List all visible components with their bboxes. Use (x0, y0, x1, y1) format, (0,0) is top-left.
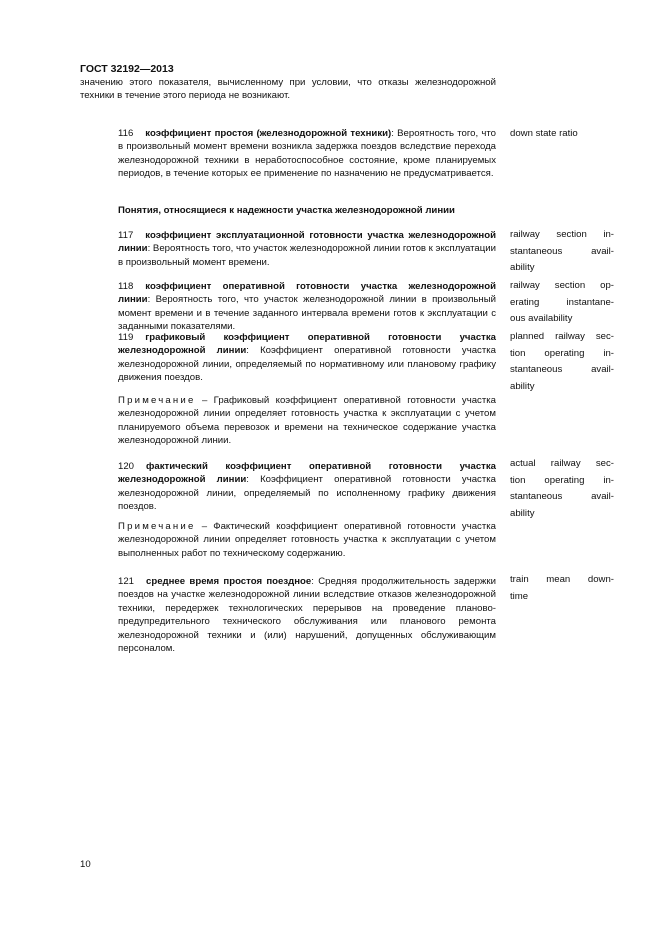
term-entry-119 (80, 331, 496, 385)
term-note-120 (80, 520, 496, 560)
english-line: tion operating in- (510, 474, 614, 486)
term-title: коэффициент оперативной готовности участка железнодорожной линии (118, 281, 496, 306)
term-number: 117 (118, 230, 134, 241)
term-note-119 (80, 394, 496, 448)
english-line: time (510, 590, 529, 602)
term-english-120 (510, 456, 614, 522)
english-line: ability (510, 380, 535, 392)
english-line: actual railway sec- (510, 458, 614, 469)
note-text: – Графиковый коэффициент оперативной готовности участка железнодорожной линии определяет готовность участка к эксплуатации с учетом планируемого объема перевозок и времени на техническое содержание участка железнодорожной линии. (118, 395, 496, 447)
english-line: ous availability (510, 313, 573, 324)
term-definition: : Средняя продолжительность задержки поездов на участке железнодорожной линии вследствие отказов железнодорожной техники, передержек технологических перерывов на проведение планово-предупредительного технического обслуживания или планового ремонта железнодорожной техники и (или) нарушений, допущенных обслуживающим персоналом. (118, 576, 496, 655)
document-header: ГОСТ 32192—2013 (80, 63, 174, 75)
term-definition: : Вероятность того, что участок железнодорожной линии готов к эксплуатации в произвольный момент времени. (118, 243, 496, 268)
term-english-117 (510, 227, 614, 277)
english-line: stantaneous avail- (510, 245, 614, 257)
english-line: tion operating in- (510, 347, 614, 359)
english-line: train mean down- (510, 574, 614, 585)
term-definition: : Коэффициент оперативной готовности участка железнодорожной линии, определяемый по исполненному графику движения поездов. (118, 474, 496, 513)
english-line: railway section op- (510, 280, 614, 291)
term-number: 120 (118, 461, 135, 472)
intro-paragraph: значению этого показателя, вычисленному при условии, что отказы железнодорожной техники в течение этого периода не возникают. (80, 77, 496, 102)
english-line: stantaneous avail- (510, 491, 614, 502)
term-title: графиковый коэффициент оперативной готовности участка железнодорожной линии (118, 332, 496, 357)
term-english-118 (510, 278, 614, 328)
english-line: railway section in- (510, 229, 614, 240)
term-title: коэффициент простоя (железнодорожной техники) (145, 128, 392, 139)
page-number: 10 (80, 859, 91, 870)
note-label: Примечание (118, 521, 196, 532)
note-text: – Фактический коэффициент оперативной готовности участка железнодорожной линии определяет готовность участка к эксплуатации с учетом выполненных работ по техническому содержанию. (118, 521, 496, 559)
term-english-116 (510, 127, 614, 140)
term-definition: : Вероятность того, что в произвольный момент времени возникла задержка поездов вследствие перехода железнодорожной техники в неработоспособное состояние, кроме планируемых периодов, в течение которых ее применение по назначению не предусматривается. (118, 128, 496, 180)
term-english-119 (510, 329, 614, 395)
term-number: 118 (118, 281, 134, 292)
term-number: 121 (118, 576, 135, 587)
term-entry-117 (80, 229, 496, 269)
section-heading: Понятия, относящиеся к надежности участка железнодорожной линии (118, 205, 455, 216)
term-title: коэффициент эксплуатационной готовности участка железнодорожной линии (118, 230, 496, 255)
term-number: 119 (118, 332, 134, 343)
term-english-121 (510, 572, 614, 605)
term-entry-116 (80, 127, 496, 181)
term-title: среднее время простоя поездное (146, 576, 312, 587)
term-entry-121 (80, 575, 496, 655)
english-line: ability (510, 507, 535, 519)
term-number: 116 (118, 128, 134, 139)
term-entry-118 (80, 280, 496, 334)
english-line: stantaneous avail- (510, 364, 614, 375)
note-label: Примечание (118, 395, 196, 406)
term-definition: : Коэффициент оперативной готовности участка железнодорожной линии, определяемый по нормативному или плановому графику движения поездов. (118, 345, 496, 384)
term-definition: : Вероятность того, что участок железнодорожной линии в произвольный момент времени и в течение заданного интервала времени готов к эксплуатации с заданными показателями. (118, 294, 496, 333)
term-title: фактический коэффициент оперативной готовности участка железнодорожной линии (118, 461, 496, 486)
english-equivalent: down state ratio (510, 128, 578, 139)
english-line: planned railway sec- (510, 331, 614, 342)
english-line: ability (510, 262, 535, 273)
english-line: erating instantane- (510, 296, 614, 308)
term-entry-120 (80, 460, 496, 514)
